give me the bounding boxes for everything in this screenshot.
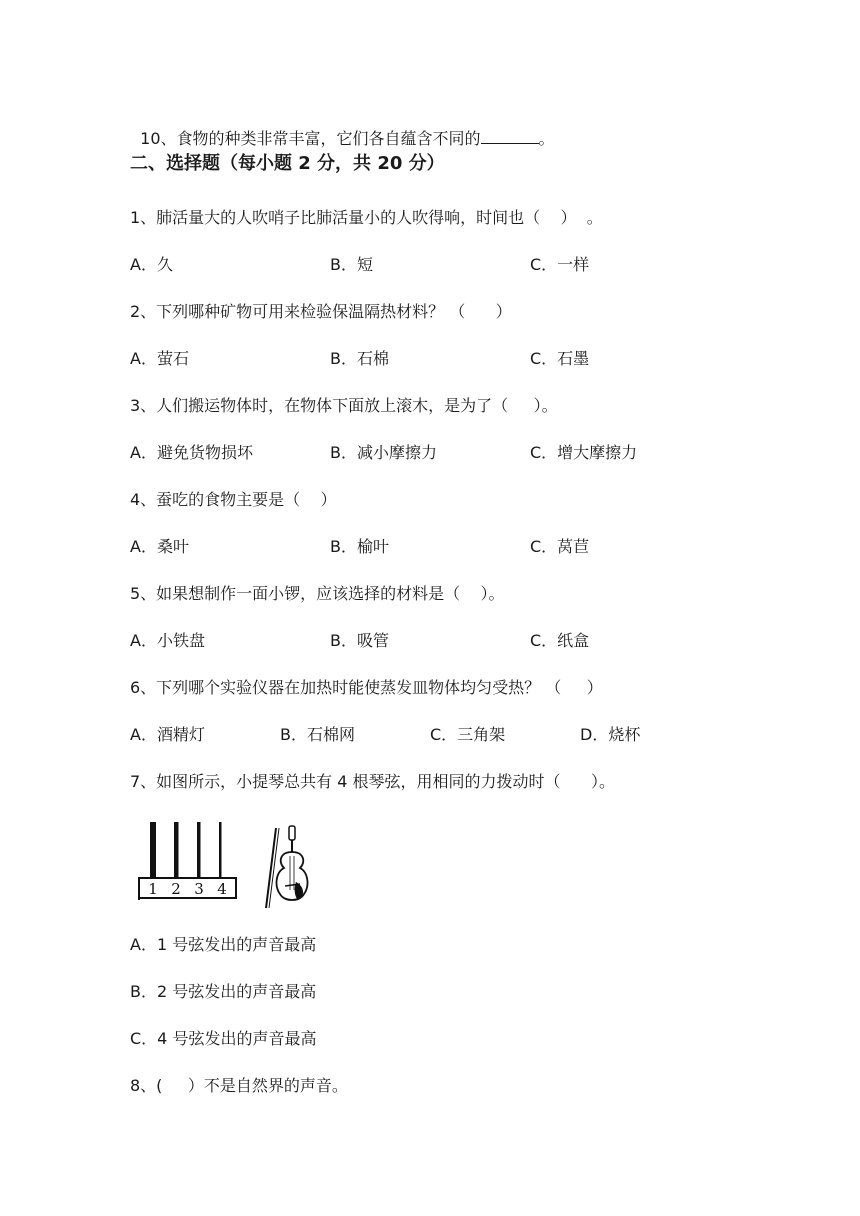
- question-10-text: 10、食物的种类非常丰富，它们各自蕴含不同的: [140, 129, 481, 148]
- option-b: B．减小摩擦力: [330, 443, 437, 462]
- option-b: B．石棉网: [280, 725, 355, 744]
- strings-diagram: [136, 818, 316, 910]
- question-stem: 4、蚕吃的食物主要是（ ）: [130, 490, 337, 509]
- option-a: A．酒精灯: [130, 725, 205, 744]
- option-b: B．吸管: [330, 631, 389, 650]
- option-a: A．久: [130, 255, 173, 274]
- question-stem: 8、( ）不是自然界的声音。: [130, 1076, 348, 1095]
- option-b: B．2 号弦发出的声音最高: [130, 982, 317, 1001]
- option-c: C．莴苣: [530, 537, 590, 556]
- question-stem: 1、肺活量大的人吹哨子比肺活量小的人吹得响，时间也（ ） 。: [130, 208, 603, 227]
- question-10: [130, 106, 555, 150]
- option-a: A．1 号弦发出的声音最高: [130, 935, 317, 954]
- option-c: C．4 号弦发出的声音最高: [130, 1029, 317, 1048]
- string-number: 4: [217, 880, 227, 898]
- string-1: [150, 822, 156, 878]
- question-stem: 7、如图所示，小提琴总共有 4 根琴弦，用相同的力拨动时（ ）。: [130, 772, 616, 791]
- string-3: [197, 822, 201, 878]
- option-a: A．桑叶: [130, 537, 189, 556]
- option-b: B．短: [330, 255, 373, 274]
- string-number: 2: [171, 880, 181, 898]
- question-stem: 6、下列哪个实验仪器在加热时能使蒸发皿物体均匀受热？ （ ）: [130, 678, 603, 697]
- violin-strings-figure: [136, 818, 316, 910]
- option-a: A．小铁盘: [130, 631, 205, 650]
- answer-blank: [481, 129, 539, 144]
- option-d: D．烧杯: [580, 725, 641, 744]
- option-c: C．一样: [530, 255, 590, 274]
- question-stem: 5、如果想制作一面小锣，应该选择的材料是（ ）。: [130, 584, 505, 603]
- string-number: 1: [148, 880, 158, 898]
- option-a: A．避免货物损坏: [130, 443, 253, 462]
- string-number: 3: [194, 880, 204, 898]
- option-a: A．萤石: [130, 349, 189, 368]
- question-stem: 3、人们搬运物体时，在物体下面放上滚木，是为了（ ）。: [130, 396, 558, 415]
- string-4: [219, 822, 222, 878]
- option-b: B．榆叶: [330, 537, 389, 556]
- violin-icon: [266, 826, 307, 908]
- question-10-end: 。: [538, 129, 555, 148]
- string-2: [174, 822, 179, 878]
- question-stem: 2、下列哪种矿物可用来检验保温隔热材料？ （ ）: [130, 302, 512, 321]
- option-c: C．纸盒: [530, 631, 590, 650]
- section-title: 二、选择题（每小题 2 分，共 20 分）: [130, 153, 445, 174]
- option-c: C．三角架: [430, 725, 506, 744]
- option-c: C．增大摩擦力: [530, 443, 638, 462]
- option-b: B．石棉: [330, 349, 389, 368]
- option-c: C．石墨: [530, 349, 590, 368]
